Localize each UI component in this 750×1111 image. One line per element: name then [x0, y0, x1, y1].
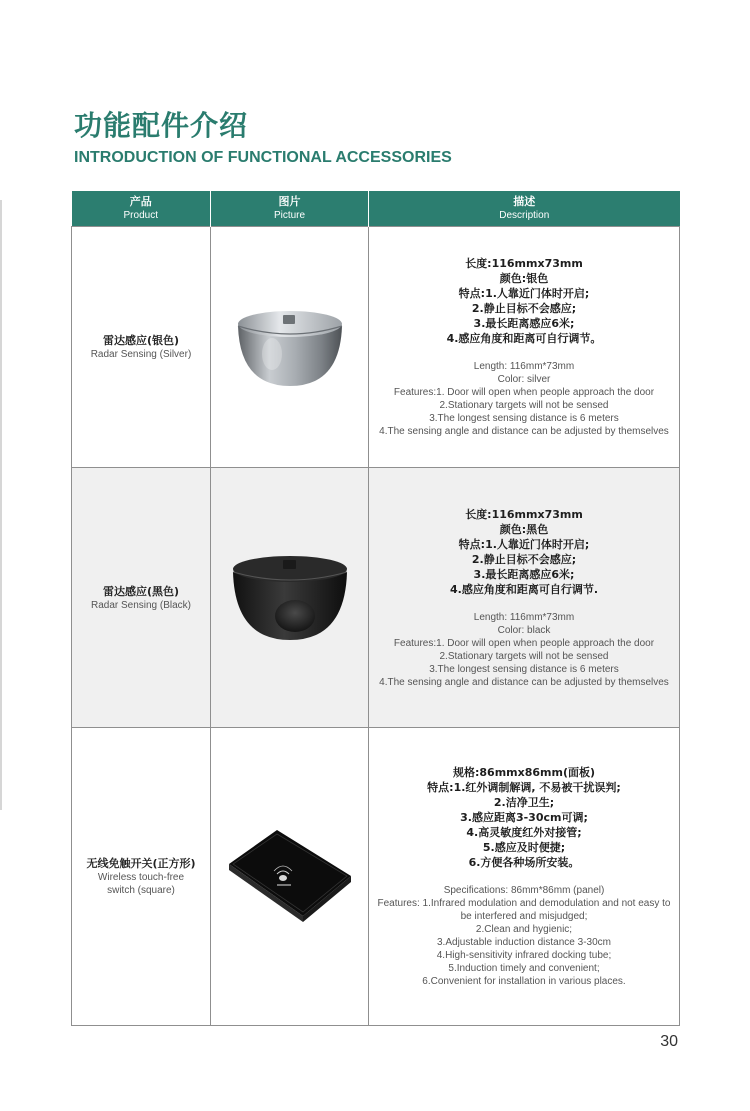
- description-en-line: 3.The longest sensing distance is 6 meters: [429, 663, 619, 675]
- description-en-line: 4.The sensing angle and distance can be adjusted by themselves: [379, 676, 669, 688]
- page-edge-rule: [0, 200, 2, 810]
- description-en-line: Length: 116mm*73mm: [473, 611, 575, 623]
- description-cn-line: 特点:1.红外调制解调, 不易被干扰误判;: [427, 781, 621, 794]
- description-cn-line: 颜色:银色: [499, 272, 549, 285]
- description-cn-line: 2.静止目标不会感应;: [471, 302, 577, 315]
- description-cn-line: 特点:1.人靠近门体时开启;: [458, 287, 590, 300]
- product-name-en: Radar Sensing (Silver): [90, 349, 192, 360]
- page-number: 30: [660, 1033, 678, 1050]
- description-cn: [369, 765, 679, 870]
- header-picture-cn: 图片: [278, 194, 301, 208]
- description-en-line: Features:1. Door will open when people approach the door: [393, 637, 655, 649]
- product-name-cn: 雷达感应(银色): [102, 334, 180, 347]
- description-cn-line: 颜色:黑色: [499, 522, 549, 536]
- description-cn-line: 特点:1.人靠近门体时开启;: [458, 537, 590, 551]
- description-cell: [369, 227, 680, 468]
- page-subtitle: INTRODUCTION OF FUNCTIONAL ACCESSORIES: [74, 149, 452, 166]
- description-en: [369, 360, 679, 438]
- page-title: 功能配件介绍: [74, 109, 249, 142]
- product-cell: [72, 468, 211, 728]
- description-cn-line: 2.静止目标不会感应;: [471, 552, 577, 566]
- description-en-line: Features:1. Door will open when people approach the door: [393, 387, 655, 398]
- product-name-cn: 雷达感应(黑色): [102, 584, 180, 598]
- header-picture: [211, 191, 369, 227]
- header-product: [72, 191, 211, 227]
- header-product-cn: 产品: [129, 194, 152, 208]
- description-cn-line: 长度:116mmx73mm: [465, 507, 583, 521]
- header-picture-en: Picture: [273, 209, 306, 221]
- description-cn-line: 6.方便各种场所安装。: [468, 856, 580, 869]
- description-cn-line: 规格:86mmx86mm(面板): [452, 766, 595, 779]
- description-en-line: 3.The longest sensing distance is 6 meters: [429, 413, 619, 424]
- description-en-line: 2.Clean and hygienic;: [475, 924, 573, 935]
- description-cn: [369, 507, 679, 597]
- product-cell: [72, 728, 211, 1026]
- description-cn-line: 4.感应角度和距离可自行调节.: [449, 582, 598, 596]
- description-cn-line: 2.洁净卫生;: [493, 796, 555, 809]
- description-cn-line: 4.感应角度和距离可自行调节。: [446, 332, 602, 345]
- description-en-line: Features: 1.Infrared modulation and demodulation and not easy to be interfered and misjudged;: [377, 898, 671, 922]
- picture-cell: [211, 468, 369, 728]
- description-cn-line: 5.感应及时便捷;: [482, 841, 566, 854]
- description-en-line: 2.Stationary targets will not be sensed: [439, 400, 609, 411]
- description-en: [369, 884, 679, 988]
- header-description: [369, 191, 680, 227]
- description-en-line: Color: black: [497, 624, 551, 636]
- description-en-line: 5.Induction timely and convenient;: [448, 963, 600, 974]
- description-cell: [369, 728, 680, 1026]
- description-cn-line: 3.最长距离感应6米;: [473, 567, 575, 581]
- wireless-touch-free-switch-image: [225, 826, 355, 924]
- silver-radar-sensor-image: [230, 302, 350, 388]
- description-cn-line: 4.高灵敏度红外对接管;: [466, 826, 582, 839]
- description-cell: [369, 468, 680, 728]
- description-en-line: Length: 116mm*73mm: [473, 361, 575, 372]
- description-en-line: Specifications: 86mm*86mm (panel): [443, 885, 605, 896]
- table-row: [72, 468, 680, 728]
- picture-cell: [211, 728, 369, 1026]
- description-cn: [369, 256, 679, 346]
- description-en-line: Color: silver: [497, 374, 551, 385]
- product-name-cn: 无线免触开关(正方形): [86, 857, 196, 870]
- table-header-row: [72, 191, 680, 227]
- description-cn-line: 3.感应距离3-30cm可调;: [460, 811, 588, 824]
- header-description-en: Description: [499, 209, 550, 221]
- picture-cell: [211, 227, 369, 468]
- product-name-en: Wireless touch-free switch (square): [97, 872, 185, 896]
- description-en-line: 4.The sensing angle and distance can be adjusted by themselves: [379, 426, 669, 437]
- product-name-en: Radar Sensing (Black): [90, 599, 192, 611]
- description-cn-line: 3.最长距离感应6米;: [473, 317, 575, 330]
- accessories-table: [71, 191, 680, 1026]
- header-product-en: Product: [123, 209, 158, 221]
- description-en: [369, 611, 679, 689]
- description-en-line: 6.Convenient for installation in various places.: [422, 976, 626, 987]
- table-row: [72, 728, 680, 1026]
- black-radar-sensor-image: [225, 550, 355, 642]
- product-cell: [72, 227, 211, 468]
- description-en-line: 3.Adjustable induction distance 3-30cm: [437, 937, 611, 948]
- header-description-cn: 描述: [513, 194, 536, 208]
- table-row: [72, 227, 680, 468]
- description-cn-line: 长度:116mmx73mm: [465, 257, 583, 270]
- description-en-line: 2.Stationary targets will not be sensed: [439, 650, 609, 662]
- description-en-line: 4.High-sensitivity infrared docking tube;: [436, 950, 612, 961]
